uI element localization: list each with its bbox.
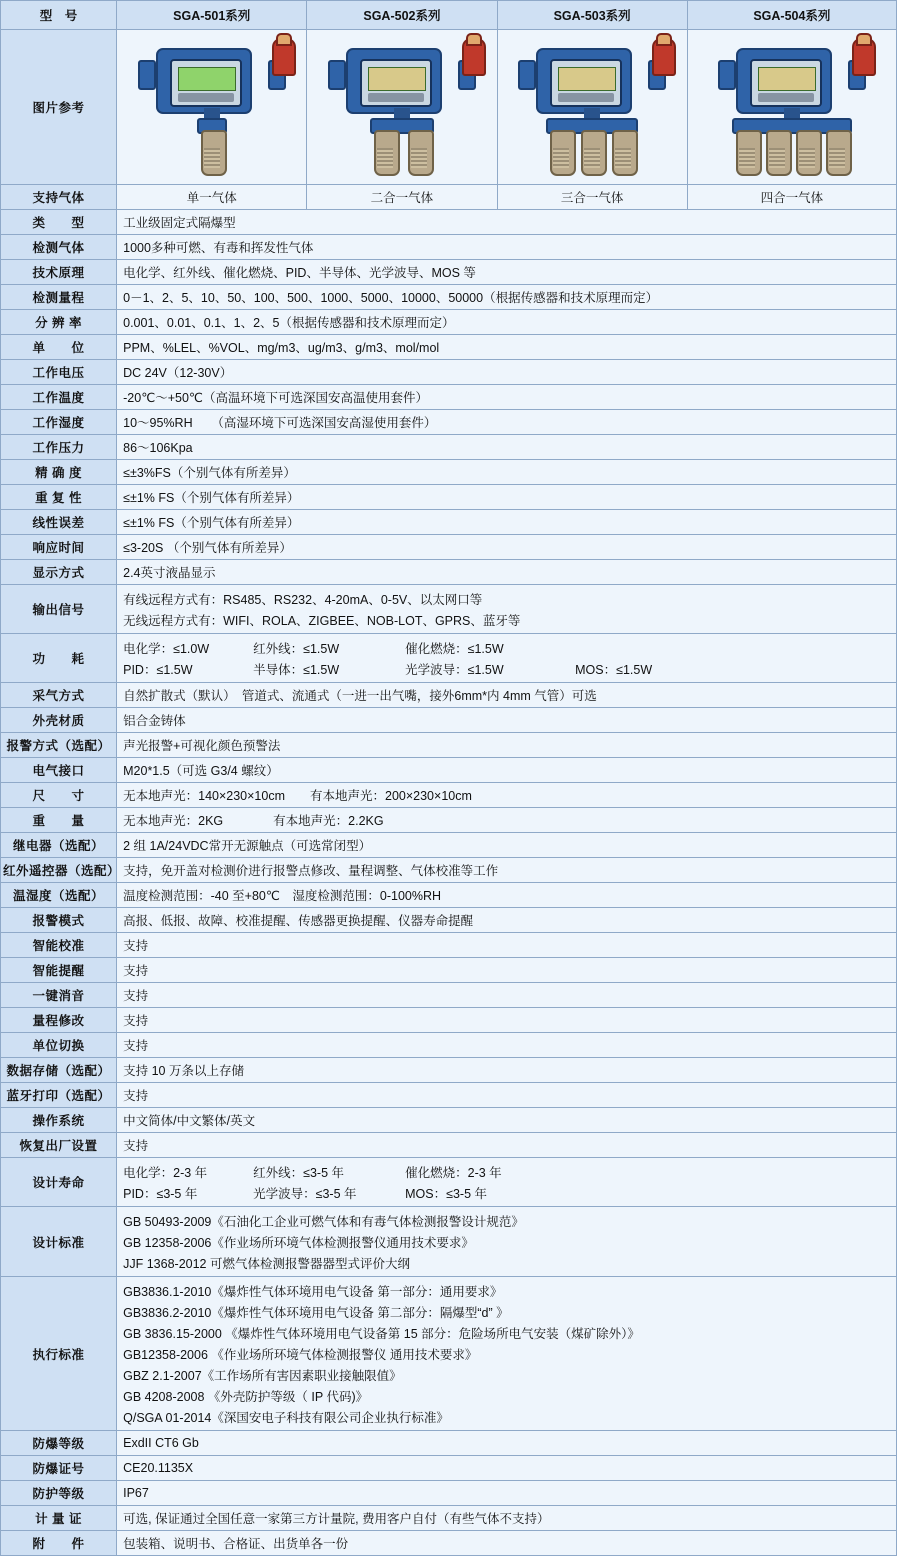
row-value: 2.4英寸液晶显示 bbox=[117, 560, 897, 585]
row-value: 铝合金铸体 bbox=[117, 708, 897, 733]
row-value: 声光报警+可视化颜色预警法 bbox=[117, 733, 897, 758]
product-image-503 bbox=[497, 30, 687, 185]
row-label: 精 确 度 bbox=[1, 460, 117, 485]
execution-standard-value bbox=[117, 1277, 897, 1431]
output-line-wired: 有线远程方式有：RS485、RS232、4-20mA、0-5V、以太网口等 bbox=[123, 592, 483, 607]
row-value: 可选, 保证通过全国任意一家第三方计量院, 费用客户自付（有些气体不支持） bbox=[117, 1506, 897, 1531]
row-value: ≤±1% FS（个别气体有所差异） bbox=[117, 510, 897, 535]
row-value: ≤3-20S （个别气体有所差异） bbox=[117, 535, 897, 560]
table-row bbox=[1, 1531, 897, 1556]
row-label: 检测气体 bbox=[1, 235, 117, 260]
product-image-504 bbox=[687, 30, 896, 185]
supported-gas-502: 二合一气体 bbox=[307, 185, 497, 210]
power-value bbox=[117, 634, 897, 683]
row-label: 附 件 bbox=[1, 1531, 117, 1556]
power-line-2 bbox=[123, 658, 890, 679]
row-label: 继电器（选配） bbox=[1, 833, 117, 858]
power-item: 电化学：≤1.0W bbox=[123, 641, 210, 656]
row-label: 红外遥控器（选配） bbox=[1, 858, 117, 883]
row-value: 支持，免开盖对检测价进行报警点修改、量程调整、气体校准等工作 bbox=[117, 858, 897, 883]
row-value: ExdII CT6 Gb bbox=[117, 1431, 897, 1456]
image-row bbox=[1, 30, 897, 185]
row-value: 1000多种可燃、有毒和挥发性气体 bbox=[117, 235, 897, 260]
standard-line: GB 50493-2009《石油化工企业可燃气体和有毒气体检测报警设计规范》 bbox=[123, 1214, 524, 1229]
row-label: 防爆证号 bbox=[1, 1456, 117, 1481]
row-label: 报警方式（选配） bbox=[1, 733, 117, 758]
supported-gas-label: 支持气体 bbox=[1, 185, 117, 210]
power-item: 半导体：≤1.5W bbox=[253, 662, 340, 677]
row-label: 工作压力 bbox=[1, 435, 117, 460]
design-standard-row bbox=[1, 1207, 897, 1277]
row-value: 支持 bbox=[117, 1133, 897, 1158]
row-label: 显示方式 bbox=[1, 560, 117, 585]
row-value: DC 24V（12-30V） bbox=[117, 360, 897, 385]
table-row bbox=[1, 510, 897, 535]
standard-line: GB3836.1-2010《爆炸性气体环境用电气设备 第一部分：通用要求》 bbox=[123, 1284, 503, 1299]
standard-line: GB 12358-2006《作业场所环境气体检测报警仪通用技术要求》 bbox=[123, 1235, 474, 1250]
row-value: 支持 bbox=[117, 1083, 897, 1108]
table-row bbox=[1, 958, 897, 983]
row-label: 操作系统 bbox=[1, 1108, 117, 1133]
table-row bbox=[1, 1431, 897, 1456]
power-item: 红外线：≤1.5W bbox=[253, 641, 340, 656]
row-value: ≤±3%FS（个别气体有所差异） bbox=[117, 460, 897, 485]
supported-gas-501: 单一气体 bbox=[117, 185, 307, 210]
standard-line: GB3836.2-2010《爆炸性气体环境用电气设备 第二部分：隔爆型“d” 》 bbox=[123, 1305, 509, 1320]
design-standard-value bbox=[117, 1207, 897, 1277]
life-line-2 bbox=[123, 1182, 890, 1203]
image-row-label: 图片参考 bbox=[1, 30, 117, 185]
row-value: PPM、%LEL、%VOL、mg/m3、ug/m3、g/m3、mol/mol bbox=[117, 335, 897, 360]
row-value: 支持 bbox=[117, 1008, 897, 1033]
product-image-502 bbox=[307, 30, 497, 185]
gas-detector-icon bbox=[702, 34, 882, 180]
row-value: CE20.1135X bbox=[117, 1456, 897, 1481]
row-label: 线性误差 bbox=[1, 510, 117, 535]
row-label: 量程修改 bbox=[1, 1008, 117, 1033]
power-line-1 bbox=[123, 637, 890, 658]
table-row bbox=[1, 733, 897, 758]
table-row bbox=[1, 1108, 897, 1133]
standard-line: GB 3836.15-2000 《爆炸性气体环境用电气设备第 15 部分：危险场所电气安装（煤矿除外）》 bbox=[123, 1326, 640, 1341]
power-row bbox=[1, 634, 897, 683]
row-label: 采气方式 bbox=[1, 683, 117, 708]
life-item: 催化燃烧：2-3 年 bbox=[405, 1165, 502, 1180]
row-value: 工业级固定式隔爆型 bbox=[117, 210, 897, 235]
gas-detector-icon bbox=[122, 34, 302, 180]
row-label: 外壳材质 bbox=[1, 708, 117, 733]
row-label: 尺 寸 bbox=[1, 783, 117, 808]
table-row bbox=[1, 1506, 897, 1531]
row-value: 高报、低报、故障、校准提醒、传感器更换提醒、仪器寿命提醒 bbox=[117, 908, 897, 933]
execution-standard-row bbox=[1, 1277, 897, 1431]
row-value: 包装箱、说明书、合格证、出货单各一份 bbox=[117, 1531, 897, 1556]
row-value: 支持 10 万条以上存储 bbox=[117, 1058, 897, 1083]
table-row bbox=[1, 1083, 897, 1108]
row-value: 10～95%RH （高湿环境下可选深国安高湿使用套件） bbox=[117, 410, 897, 435]
life-item: 红外线：≤3-5 年 bbox=[253, 1165, 345, 1180]
execution-standard-label: 执行标准 bbox=[1, 1277, 117, 1431]
standard-line: JJF 1368-2012 可燃气体检测报警器器型式评价大纲 bbox=[123, 1256, 410, 1271]
table-row bbox=[1, 858, 897, 883]
table-row bbox=[1, 1456, 897, 1481]
row-value: 自然扩散式（默认） 管道式、流通式（一进一出气嘴，接外6mm*内 4mm 气管）可选 bbox=[117, 683, 897, 708]
design-life-value bbox=[117, 1158, 897, 1207]
life-item: PID：≤3-5 年 bbox=[123, 1186, 198, 1201]
output-signal-value bbox=[117, 585, 897, 634]
table-row bbox=[1, 335, 897, 360]
life-line-1 bbox=[123, 1161, 890, 1182]
row-value: ≤±1% FS（个别气体有所差异） bbox=[117, 485, 897, 510]
standard-line: GBZ 2.1-2007《工作场所有害因素职业接触限值》 bbox=[123, 1368, 402, 1383]
row-label: 单 位 bbox=[1, 335, 117, 360]
table-row bbox=[1, 833, 897, 858]
row-value: 中文简体/中文繁体/英文 bbox=[117, 1108, 897, 1133]
power-label: 功 耗 bbox=[1, 634, 117, 683]
row-label: 一键消音 bbox=[1, 983, 117, 1008]
row-value: M20*1.5（可选 G3/4 螺纹） bbox=[117, 758, 897, 783]
row-value: 0.001、0.01、0.1、1、2、5（根据传感器和技术原理而定） bbox=[117, 310, 897, 335]
row-label: 防爆等级 bbox=[1, 1431, 117, 1456]
product-image-501 bbox=[117, 30, 307, 185]
model-503: SGA-503系列 bbox=[497, 1, 687, 30]
table-row bbox=[1, 360, 897, 385]
supported-gas-row bbox=[1, 185, 897, 210]
table-row bbox=[1, 560, 897, 585]
row-label: 类 型 bbox=[1, 210, 117, 235]
table-row bbox=[1, 260, 897, 285]
table-row bbox=[1, 310, 897, 335]
table-row bbox=[1, 1133, 897, 1158]
row-label: 蓝牙打印（选配） bbox=[1, 1083, 117, 1108]
table-row bbox=[1, 385, 897, 410]
table-row bbox=[1, 410, 897, 435]
row-label: 检测量程 bbox=[1, 285, 117, 310]
table-row bbox=[1, 708, 897, 733]
table-row bbox=[1, 1033, 897, 1058]
table-row bbox=[1, 758, 897, 783]
row-label: 工作温度 bbox=[1, 385, 117, 410]
output-signal-row bbox=[1, 585, 897, 634]
row-label: 工作电压 bbox=[1, 360, 117, 385]
table-row bbox=[1, 1008, 897, 1033]
output-line-wireless: 无线远程方式有：WIFI、ROLA、ZIGBEE、NOB-LOT、GPRS、蓝牙等 bbox=[123, 613, 521, 628]
row-label: 智能提醒 bbox=[1, 958, 117, 983]
row-value: 支持 bbox=[117, 933, 897, 958]
output-signal-label: 输出信号 bbox=[1, 585, 117, 634]
row-value: 支持 bbox=[117, 983, 897, 1008]
table-row bbox=[1, 435, 897, 460]
row-label: 智能校准 bbox=[1, 933, 117, 958]
table-row bbox=[1, 535, 897, 560]
table-row bbox=[1, 485, 897, 510]
table-row bbox=[1, 983, 897, 1008]
row-label: 分 辨 率 bbox=[1, 310, 117, 335]
row-value: 支持 bbox=[117, 958, 897, 983]
design-life-label: 设计寿命 bbox=[1, 1158, 117, 1207]
standard-line: Q/SGA 01-2014《深国安电子科技有限公司企业执行标准》 bbox=[123, 1410, 449, 1425]
supported-gas-504: 四合一气体 bbox=[687, 185, 896, 210]
header-label: 型 号 bbox=[1, 1, 117, 30]
model-504: SGA-504系列 bbox=[687, 1, 896, 30]
table-row bbox=[1, 683, 897, 708]
table-row bbox=[1, 908, 897, 933]
supported-gas-503: 三合一气体 bbox=[497, 185, 687, 210]
standard-line: GB12358-2006 《作业场所环境气体检测报警仪 通用技术要求》 bbox=[123, 1347, 478, 1362]
table-row bbox=[1, 460, 897, 485]
row-value: -20℃～+50℃（高温环境下可选深国安高温使用套件） bbox=[117, 385, 897, 410]
life-item: MOS：≤3-5 年 bbox=[405, 1186, 487, 1201]
gas-detector-icon bbox=[312, 34, 492, 180]
row-value: 2 组 1A/24VDC常开无源触点（可选常闭型） bbox=[117, 833, 897, 858]
table-row bbox=[1, 933, 897, 958]
model-501: SGA-501系列 bbox=[117, 1, 307, 30]
table-header-row bbox=[1, 1, 897, 30]
life-item: 光学波导：≤3-5 年 bbox=[253, 1186, 357, 1201]
table-row bbox=[1, 808, 897, 833]
table-row bbox=[1, 210, 897, 235]
row-label: 技术原理 bbox=[1, 260, 117, 285]
row-value: IP67 bbox=[117, 1481, 897, 1506]
standard-line: GB 4208-2008 《外壳防护等级（ IP 代码)》 bbox=[123, 1389, 369, 1404]
row-value: 支持 bbox=[117, 1033, 897, 1058]
power-item: 催化燃烧：≤1.5W bbox=[405, 641, 504, 656]
row-label: 单位切换 bbox=[1, 1033, 117, 1058]
row-label: 响应时间 bbox=[1, 535, 117, 560]
life-item: 电化学：2-3 年 bbox=[123, 1165, 208, 1180]
row-label: 重 复 性 bbox=[1, 485, 117, 510]
row-label: 报警模式 bbox=[1, 908, 117, 933]
row-value: 0－1、2、5、10、50、100、500、1000、5000、10000、50000（根据传感器和技术原理而定） bbox=[117, 285, 897, 310]
table-row bbox=[1, 235, 897, 260]
design-life-row bbox=[1, 1158, 897, 1207]
design-standard-label: 设计标准 bbox=[1, 1207, 117, 1277]
power-item: 光学波导：≤1.5W bbox=[405, 662, 504, 677]
row-value: 电化学、红外线、催化燃烧、PID、半导体、光学波导、MOS 等 bbox=[117, 260, 897, 285]
gas-detector-icon bbox=[502, 34, 682, 180]
table-row bbox=[1, 1481, 897, 1506]
row-value: 温度检测范围：-40 至+80℃ 湿度检测范围：0-100%RH bbox=[117, 883, 897, 908]
row-label: 数据存储（选配） bbox=[1, 1058, 117, 1083]
power-item: PID：≤1.5W bbox=[123, 662, 193, 677]
row-label: 重 量 bbox=[1, 808, 117, 833]
table-row bbox=[1, 883, 897, 908]
row-label: 防护等级 bbox=[1, 1481, 117, 1506]
row-value: 无本地声光：2KG 有本地声光：2.2KG bbox=[117, 808, 897, 833]
row-label: 电气接口 bbox=[1, 758, 117, 783]
row-value: 86～106Kpa bbox=[117, 435, 897, 460]
row-label: 工作湿度 bbox=[1, 410, 117, 435]
table-row bbox=[1, 1058, 897, 1083]
model-502: SGA-502系列 bbox=[307, 1, 497, 30]
row-value: 无本地声光：140×230×10cm 有本地声光：200×230×10cm bbox=[117, 783, 897, 808]
table-row bbox=[1, 783, 897, 808]
table-row bbox=[1, 285, 897, 310]
row-label: 温湿度（选配） bbox=[1, 883, 117, 908]
power-item: MOS：≤1.5W bbox=[575, 662, 653, 677]
row-label: 恢复出厂设置 bbox=[1, 1133, 117, 1158]
row-label: 计 量 证 bbox=[1, 1506, 117, 1531]
